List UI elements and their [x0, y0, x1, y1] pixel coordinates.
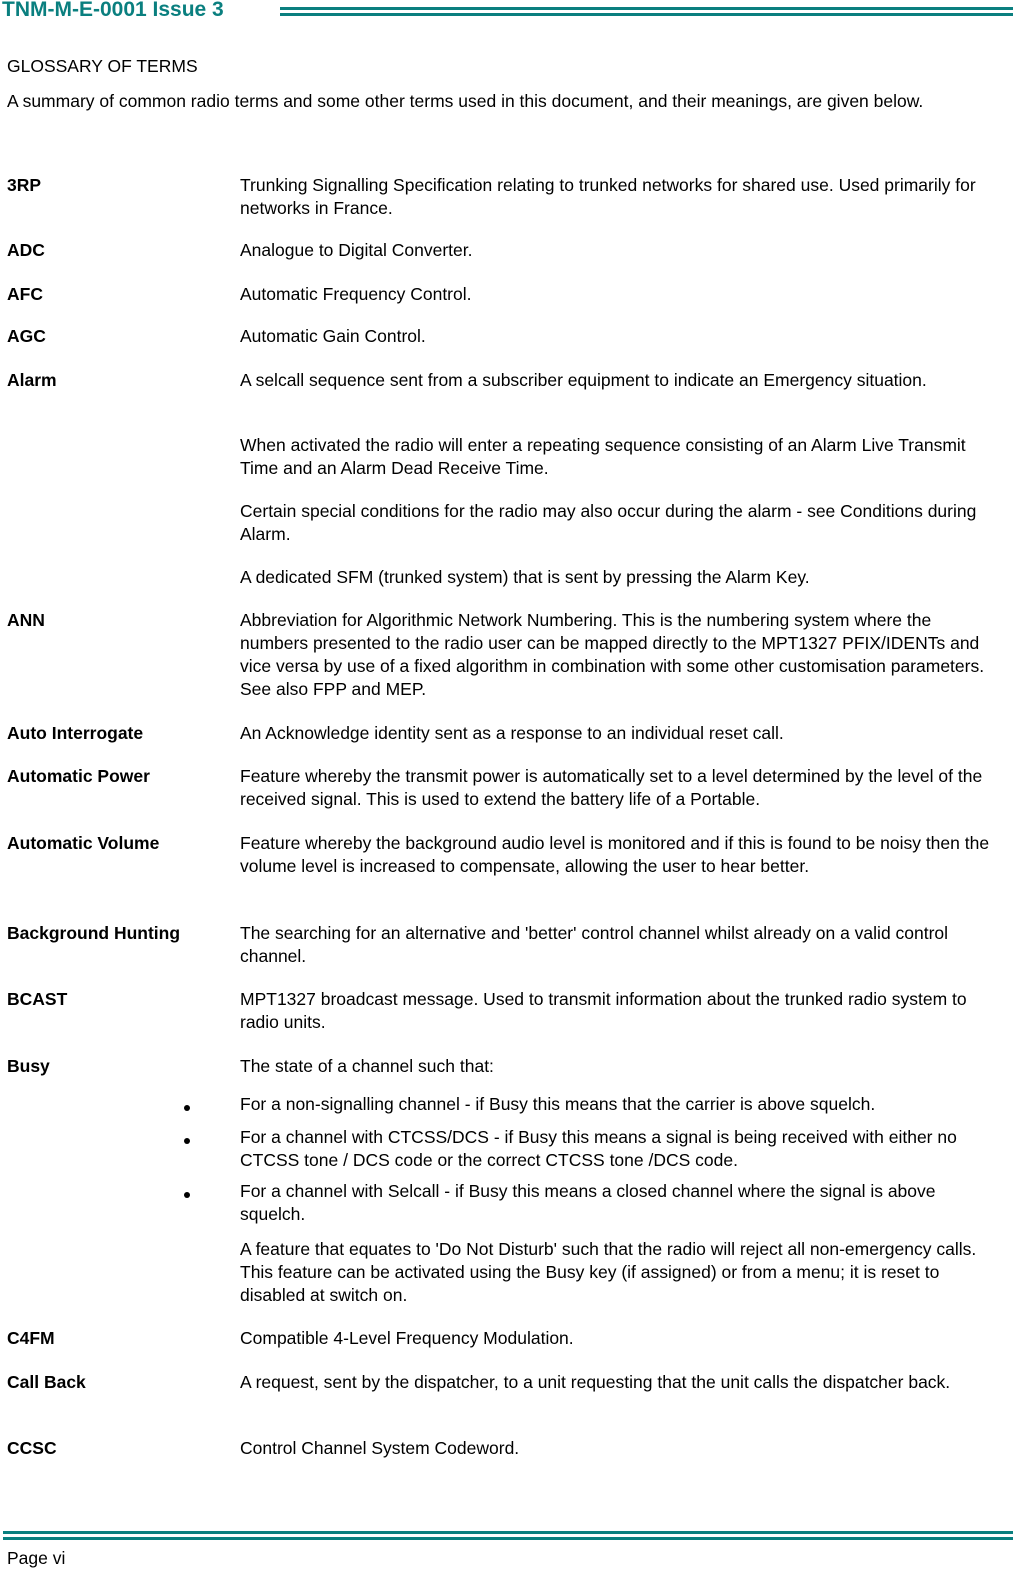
- glossary-definition: Abbreviation for Algorithmic Network Numbering. This is the numbering system where the numbers presented to the radio user can be mapped directly to the MPT1327 PFIX/IDENTs and vice versa by use of a fixed algorithm in combination with some other customisation parameters. See also FPP and MEP.: [240, 610, 985, 699]
- glossary-definition: A dedicated SFM (trunked system) that is sent by pressing the Alarm Key.: [240, 567, 810, 587]
- glossary-definition: Trunking Signalling Specification relating to trunked networks for shared use. Used primarily for networks in France.: [240, 175, 976, 218]
- header-double-rule: [280, 7, 1013, 17]
- glossary-definition: When activated the radio will enter a repeating sequence consisting of an Alarm Live Transmit Time and an Alarm Dead Receive Time.: [240, 435, 966, 478]
- glossary-term: Call Back: [7, 1372, 86, 1392]
- glossary-definition: Automatic Frequency Control.: [240, 284, 472, 304]
- footer-double-rule: [3, 1531, 1013, 1541]
- glossary-definition: Feature whereby the transmit power is automatically set to a level determined by the level of the received signal. This is used to extend the battery life of a Portable.: [240, 766, 983, 809]
- glossary-term: Background Hunting: [7, 923, 181, 943]
- intro-paragraph: A summary of common radio terms and some other terms used in this document, and their meanings, are given below.: [7, 91, 924, 111]
- glossary-definition: Feature whereby the background audio level is monitored and if this is found to be noisy then the volume level is increased to compensate, allowing the user to hear better.: [240, 833, 990, 876]
- glossary-definition: Analogue to Digital Converter.: [240, 240, 473, 260]
- glossary-term: BCAST: [7, 989, 68, 1009]
- glossary-definition: Control Channel System Codeword.: [240, 1438, 520, 1458]
- glossary-definition: A selcall sequence sent from a subscriber equipment to indicate an Emergency situation.: [240, 370, 927, 390]
- page-number: Page vi: [7, 1548, 66, 1568]
- glossary-term: Automatic Power: [7, 766, 150, 786]
- glossary-definition: A request, sent by the dispatcher, to a unit requesting that the unit calls the dispatcher back.: [240, 1372, 951, 1392]
- glossary-term: AGC: [7, 326, 46, 346]
- glossary-term: Automatic Volume: [7, 833, 160, 853]
- glossary-definition: The searching for an alternative and 'better' control channel whilst already on a valid control channel.: [240, 923, 949, 966]
- glossary-term: 3RP: [7, 175, 42, 195]
- bullet-item: For a channel with Selcall - if Busy this means a closed channel where the signal is above squelch.: [240, 1181, 936, 1224]
- glossary-term: CCSC: [7, 1438, 57, 1458]
- glossary-term: ANN: [7, 610, 45, 630]
- glossary-term: ADC: [7, 240, 45, 260]
- glossary-term: Alarm: [7, 370, 57, 390]
- glossary-term: Busy: [7, 1056, 50, 1076]
- glossary-definition: The state of a channel such that:: [240, 1056, 494, 1076]
- glossary-definition: MPT1327 broadcast message. Used to transmit information about the trunked radio system to radio units.: [240, 989, 967, 1032]
- bullet-icon: [184, 1105, 190, 1111]
- glossary-term: Auto Interrogate: [7, 723, 144, 743]
- bullet-item: For a non-signalling channel - if Busy this means that the carrier is above squelch.: [240, 1094, 876, 1114]
- glossary-term: C4FM: [7, 1328, 55, 1348]
- bullet-icon: [184, 1138, 190, 1144]
- section-title: GLOSSARY OF TERMS: [7, 56, 198, 76]
- glossary-definition: Automatic Gain Control.: [240, 326, 426, 346]
- glossary-definition: Certain special conditions for the radio may also occur during the alarm - see Conditions during Alarm.: [240, 501, 977, 544]
- bullet-icon: [184, 1192, 190, 1198]
- page-header: [0, 0, 1013, 26]
- bullet-item: For a channel with CTCSS/DCS - if Busy this means a signal is being received with either no CTCSS tone / DCS code or the correct CTCSS tone /DCS code.: [240, 1127, 957, 1170]
- glossary-definition: A feature that equates to 'Do Not Disturb' such that the radio will reject all non-emergency calls. This feature can be activated using the Busy key (if assigned) or from a menu; it is reset to disabled at switch on.: [240, 1239, 977, 1305]
- glossary-definition: Compatible 4-Level Frequency Modulation.: [240, 1328, 574, 1348]
- glossary-term: AFC: [7, 284, 43, 304]
- document-id: TNM-M-E-0001 Issue 3: [2, 0, 224, 21]
- glossary-definition: An Acknowledge identity sent as a response to an individual reset call.: [240, 723, 784, 743]
